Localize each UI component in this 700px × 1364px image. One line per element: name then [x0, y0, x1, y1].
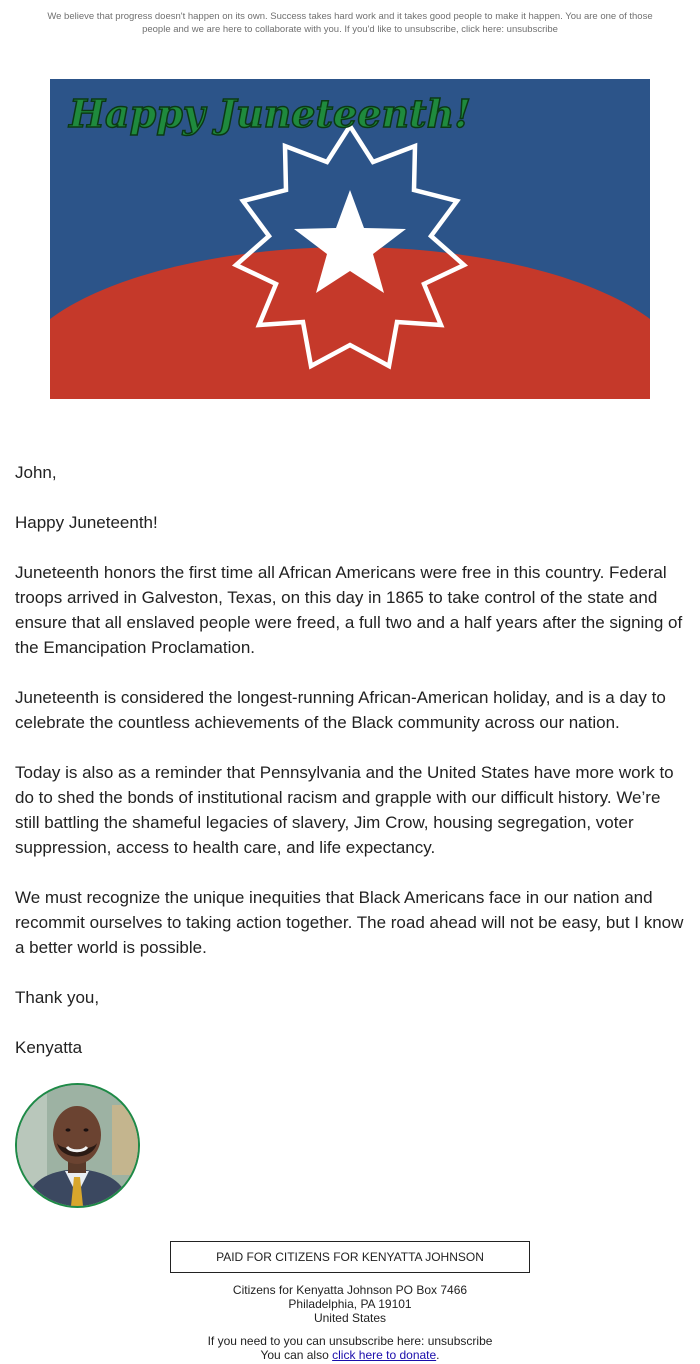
greeting: Happy Juneteenth! [15, 513, 158, 532]
address-line-3: United States [313, 1311, 387, 1325]
paid-for-disclaimer: PAID FOR CITIZENS FOR KENYATTA JOHNSON [170, 1241, 530, 1273]
unsubscribe-notice: If you need to you can unsubscribe here: unsubscribe [207, 1334, 493, 1348]
paragraph-recommit: We must recognize the unique inequities that Black Americans face in our nation and recommit ourselves to taking action together. The road ahead will not be easy, but I know a better world is possible. [15, 888, 684, 957]
paragraph-reminder: Today is also as a reminder that Pennsylvania and the United States have more work to do to shed the bonds of institutional racism and grapple with our difficult history. We’re still battling the shameful legacies of slavery, Jim Crow, housing segregation, voter suppression, access to health care, and life expectancy. [15, 763, 674, 857]
signature: Kenyatta [15, 1038, 83, 1057]
donate-suffix: . [436, 1348, 440, 1362]
mailing-address [150, 1283, 550, 1325]
letter-body [15, 460, 687, 1085]
footer-notes [100, 1334, 600, 1362]
donate-link[interactable]: click here to donate [332, 1348, 437, 1362]
paragraph-history: Juneteenth honors the first time all African Americans were free in this country. Federal troops arrived in Galveston, Texas, on this day in 1865 to take control of the state and ensure that all enslaved people were freed, a full two and a half years after the signing of the Emancipation Proclamation. [15, 563, 683, 657]
juneteenth-banner-image [50, 79, 650, 399]
avatar-eye-left [66, 1128, 71, 1131]
avatar [15, 1083, 140, 1208]
paragraph-holiday: Juneteenth is considered the longest-running African-American holiday, and is a day to celebrate the countless achievements of the Black community across our nation. [15, 688, 666, 732]
address-line-2: Philadelphia, PA 19101 [288, 1297, 412, 1311]
donate-line [100, 1348, 600, 1362]
preheader-text: We believe that progress doesn't happen on its own. Success takes hard work and it takes good people to make it happen. You are one of those people and we are here to collaborate with you. If you'd like to unsubscribe, click here: unsubscribe [47, 11, 653, 35]
closing: Thank you, [15, 988, 100, 1007]
address-line-1: Citizens for Kenyatta Johnson PO Box 7466 [232, 1283, 468, 1297]
avatar-eye-right [84, 1128, 89, 1131]
avatar-background-blur-right [112, 1105, 138, 1175]
banner-title: Happy Juneteenth! [69, 91, 471, 136]
salutation: John, [15, 463, 57, 482]
donate-prefix: You can also [260, 1348, 333, 1362]
